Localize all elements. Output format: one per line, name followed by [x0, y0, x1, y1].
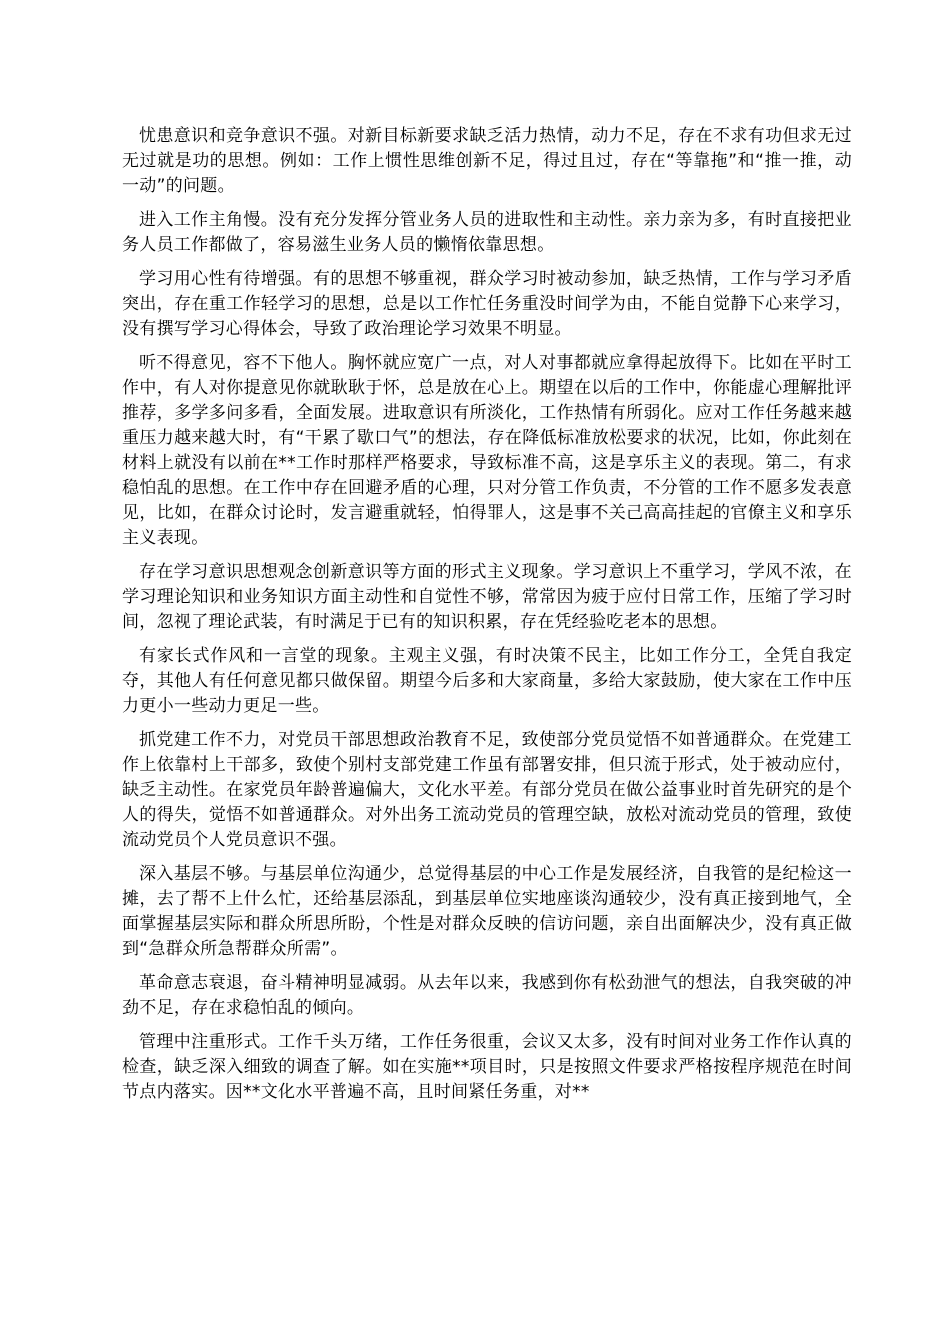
paragraph: 深入基层不够。与基层单位沟通少，总觉得基层的中心工作是发展经济，自我管的是纪检这一摊，去了帮不上什么忙，还给基层添乱，到基层单位实地座谈沟通较少，没有真正接到地气，全面掌握基层实际和群众所思所盼，个性是对群众反映的信访问题，亲自出面解决少，没有真正做到“急群众所急帮群众所需”。	[122, 864, 852, 959]
paragraph: 学习用心性有待增强。有的思想不够重视，群众学习时被动参加，缺乏热情，工作与学习矛盾突出，存在重工作轻学习的思想，总是以工作忙任务重没时间学为由，不能自觉静下心来学习，没有撰写学习心得体会，导致了政治理论学习效果不明显。	[122, 269, 852, 339]
paragraph: 管理中注重形式。工作千头万绪，工作任务很重，会议又太多，没有时间对业务工作作认真的检查，缺乏深入细致的调查了解。如在实施**项目时，只是按照文件要求严格按程序规范在时间节点内落实。因**文化水平普遍不高，且时间紧任务重，对**	[122, 1032, 852, 1102]
paragraph: 听不得意见，容不下他人。胸怀就应宽广一点，对人对事都就应拿得起放得下。比如在平时工作中，有人对你提意见你就耿耿于怀，总是放在心上。期望在以后的工作中，你能虚心理解批评推荐，多学多问多看，全面发展。进取意识有所淡化，工作热情有所弱化。应对工作任务越来越重压力越来越大时，有“干累了歇口气”的想法，存在降低标准放松要求的状况，比如，你此刻在材料上就没有以前在**工作时那样严格要求，导致标准不高，这是享乐主义的表现。第二，有求稳怕乱的思想。在工作中存在回避矛盾的心理，只对分管工作负责，不分管的工作不愿多发表意见，比如，在群众讨论时，发言避重就轻，怕得罪人，这是事不关己高高挂起的官僚主义和享乐主义表现。	[122, 353, 852, 548]
paragraph: 进入工作主角慢。没有充分发挥分管业务人员的进取性和主动性。亲力亲为多，有时直接把业务人员工作都做了，容易滋生业务人员的懒惰依靠思想。	[122, 210, 852, 255]
paragraph: 有家长式作风和一言堂的现象。主观主义强，有时决策不民主，比如工作分工，全凭自我定夺，其他人有任何意见都只做保留。期望今后多和大家商量，多给大家鼓励，使大家在工作中压力更小一些动力更足一些。	[122, 646, 852, 716]
paragraph: 抓党建工作不力，对党员干部思想政治教育不足，致使部分党员觉悟不如普通群众。在党建工作上依靠村上干部多，致使个别村支部党建工作虽有部署安排，但只流于形式，处于被动应付，缺乏主动性。在家党员年龄普遍偏大，文化水平差。有部分党员在做公益事业时首先研究的是个人的得失，觉悟不如普通群众。对外出务工流动党员的管理空缺，放松对流动党员的管理，致使流动党员个人党员意识不强。	[122, 730, 852, 850]
paragraph: 革命意志衰退，奋斗精神明显减弱。从去年以来，我感到你有松劲泄气的想法，自我突破的冲劲不足，存在求稳怕乱的倾向。	[122, 973, 852, 1018]
paragraph: 忧患意识和竞争意识不强。对新目标新要求缺乏活力热情，动力不足，存在不求有功但求无过无过就是功的思想。例如：工作上惯性思维创新不足，得过且过，存在“等靠拖”和“推一推，动一动”的问题。	[122, 126, 852, 196]
document-page	[122, 124, 852, 1114]
paragraph: 存在学习意识思想观念创新意识等方面的形式主义现象。学习意识上不重学习，学风不浓，在学习理论知识和业务知识方面主动性和自觉性不够，常常因为疲于应付日常工作，压缩了学习时间，忽视了理论武装，有时满足于已有的知识积累，存在凭经验吃老本的思想。	[122, 562, 852, 632]
